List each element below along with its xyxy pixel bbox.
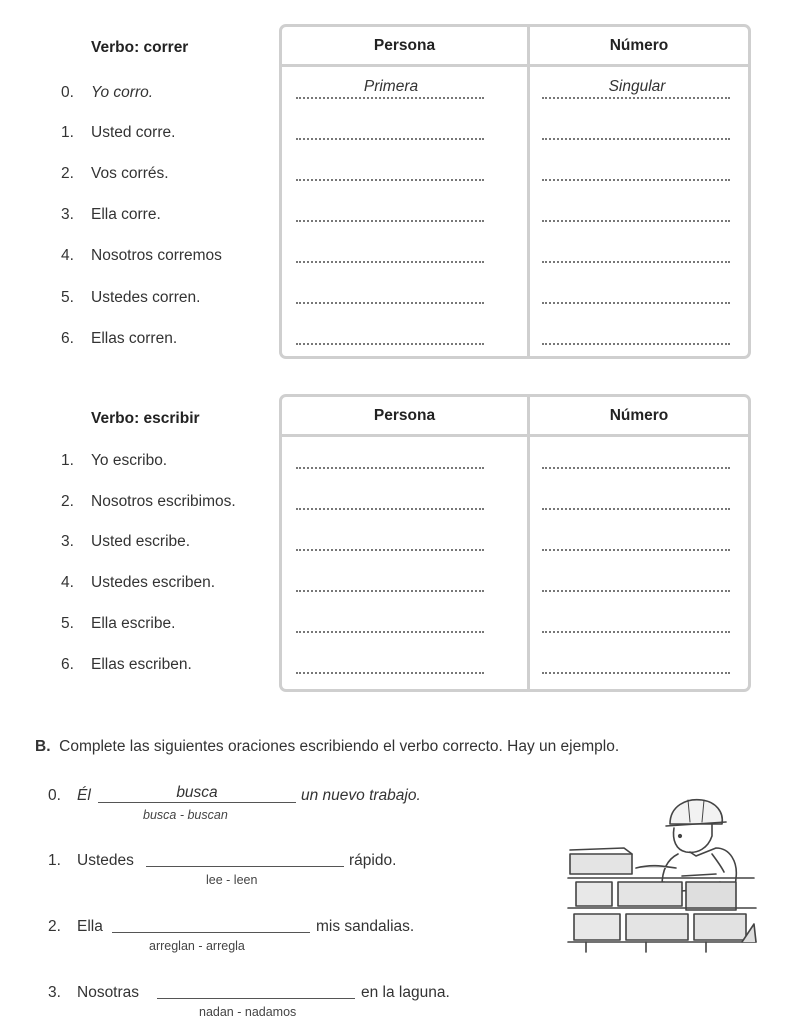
- answer-table-escribir: [279, 394, 751, 692]
- row-sentence: Usted escribe.: [91, 533, 191, 550]
- answer-line-numero[interactable]: [542, 302, 730, 304]
- table-header: [282, 397, 748, 437]
- section-letter: B.: [35, 738, 51, 755]
- row-number: 6.: [61, 330, 74, 347]
- answer-line-persona[interactable]: [296, 179, 484, 181]
- answer-numero-example: Singular: [608, 78, 666, 95]
- item-subject: Él: [77, 787, 91, 804]
- blank-line[interactable]: [157, 998, 355, 999]
- verb-options: nadan - nadamos: [199, 1005, 297, 1019]
- column-divider: [527, 397, 530, 689]
- item-rest: mis sandalias.: [316, 918, 415, 935]
- item-number: 2.: [48, 918, 61, 935]
- answer-line-persona[interactable]: [296, 467, 484, 469]
- item-subject: Ustedes: [77, 852, 134, 869]
- col-header-numero: Número: [609, 407, 669, 424]
- row-number: 6.: [61, 656, 74, 673]
- row-sentence: Nosotros escribimos.: [91, 493, 236, 510]
- verb-title-correr: Verbo: correr: [91, 39, 189, 56]
- verb-title-escribir: Verbo: escribir: [91, 410, 200, 427]
- row-number: 5.: [61, 289, 74, 306]
- answer-line-numero[interactable]: [542, 467, 730, 469]
- row-sentence: Vos corrés.: [91, 165, 169, 182]
- verb-options: arreglan - arregla: [149, 939, 245, 953]
- row-number: 2.: [61, 493, 74, 510]
- row-number: 1.: [61, 452, 74, 469]
- item-number: 0.: [48, 787, 61, 804]
- item-number: 3.: [48, 984, 61, 1001]
- verb-options: lee - leen: [206, 873, 258, 887]
- answer-line-numero[interactable]: [542, 590, 730, 592]
- item-subject: Ella: [77, 918, 103, 935]
- row-sentence: Usted corre.: [91, 124, 176, 141]
- row-number: 4.: [61, 247, 74, 264]
- bricklayer-illustration: [566, 792, 758, 954]
- answer-line-persona[interactable]: [296, 631, 484, 633]
- row-sentence: Ella escribe.: [91, 615, 176, 632]
- table-header: [282, 27, 748, 67]
- answer-line-persona[interactable]: [296, 590, 484, 592]
- row-number: 1.: [61, 124, 74, 141]
- answer-table-correr: [279, 24, 751, 359]
- answer-line-numero[interactable]: [542, 220, 730, 222]
- row-number: 4.: [61, 574, 74, 591]
- verb-options: busca - buscan: [143, 808, 228, 822]
- row-sentence: Nosotros corremos: [91, 247, 222, 264]
- item-rest: rápido.: [349, 852, 397, 869]
- answer-line-numero[interactable]: [542, 672, 730, 674]
- answer-line-persona[interactable]: [296, 97, 484, 99]
- column-divider: [527, 27, 530, 356]
- answer-line-persona[interactable]: [296, 261, 484, 263]
- row-number: 3.: [61, 533, 74, 550]
- answer-line-persona[interactable]: [296, 672, 484, 674]
- row-number: 0.: [61, 84, 74, 101]
- answer-line-numero[interactable]: [542, 631, 730, 633]
- row-number: 5.: [61, 615, 74, 632]
- answer-line-persona[interactable]: [296, 343, 484, 345]
- col-header-persona: Persona: [373, 37, 436, 54]
- row-sentence: Ellas corren.: [91, 330, 178, 347]
- row-sentence: Ellas escriben.: [91, 656, 192, 673]
- col-header-numero: Número: [609, 37, 669, 54]
- answer-persona-example: Primera: [363, 78, 419, 95]
- bricklayer-icon: [566, 792, 758, 954]
- blank-line[interactable]: [146, 866, 344, 867]
- row-number: 2.: [61, 165, 74, 182]
- answer-line-numero[interactable]: [542, 549, 730, 551]
- instruction-text: Complete las siguientes oraciones escribiendo el verbo correcto. Hay un ejemplo.: [59, 738, 620, 755]
- col-header-persona: Persona: [373, 407, 436, 424]
- answer-line-persona[interactable]: [296, 220, 484, 222]
- section-b-instruction: [35, 738, 619, 756]
- row-sentence: Ustedes corren.: [91, 289, 201, 306]
- item-subject: Nosotras: [77, 984, 140, 1001]
- answer-line-numero[interactable]: [542, 343, 730, 345]
- answer-line-persona[interactable]: [296, 302, 484, 304]
- answer-line-persona[interactable]: [296, 508, 484, 510]
- item-number: 1.: [48, 852, 61, 869]
- answer-line-numero[interactable]: [542, 508, 730, 510]
- row-sentence: Yo escribo.: [91, 452, 168, 469]
- row-number: 3.: [61, 206, 74, 223]
- item-rest: un nuevo trabajo.: [301, 787, 421, 804]
- answer-line-numero[interactable]: [542, 138, 730, 140]
- blank-line[interactable]: [112, 932, 310, 933]
- answer-line-numero[interactable]: [542, 97, 730, 99]
- example-answer: busca: [176, 784, 218, 801]
- answer-line-numero[interactable]: [542, 261, 730, 263]
- row-sentence: Yo corro.: [91, 84, 154, 101]
- answer-line-persona[interactable]: [296, 549, 484, 551]
- answer-line-persona[interactable]: [296, 138, 484, 140]
- item-rest: en la laguna.: [361, 984, 450, 1001]
- row-sentence: Ella corre.: [91, 206, 161, 223]
- blank-line[interactable]: [98, 802, 296, 803]
- answer-line-numero[interactable]: [542, 179, 730, 181]
- row-sentence: Ustedes escriben.: [91, 574, 216, 591]
